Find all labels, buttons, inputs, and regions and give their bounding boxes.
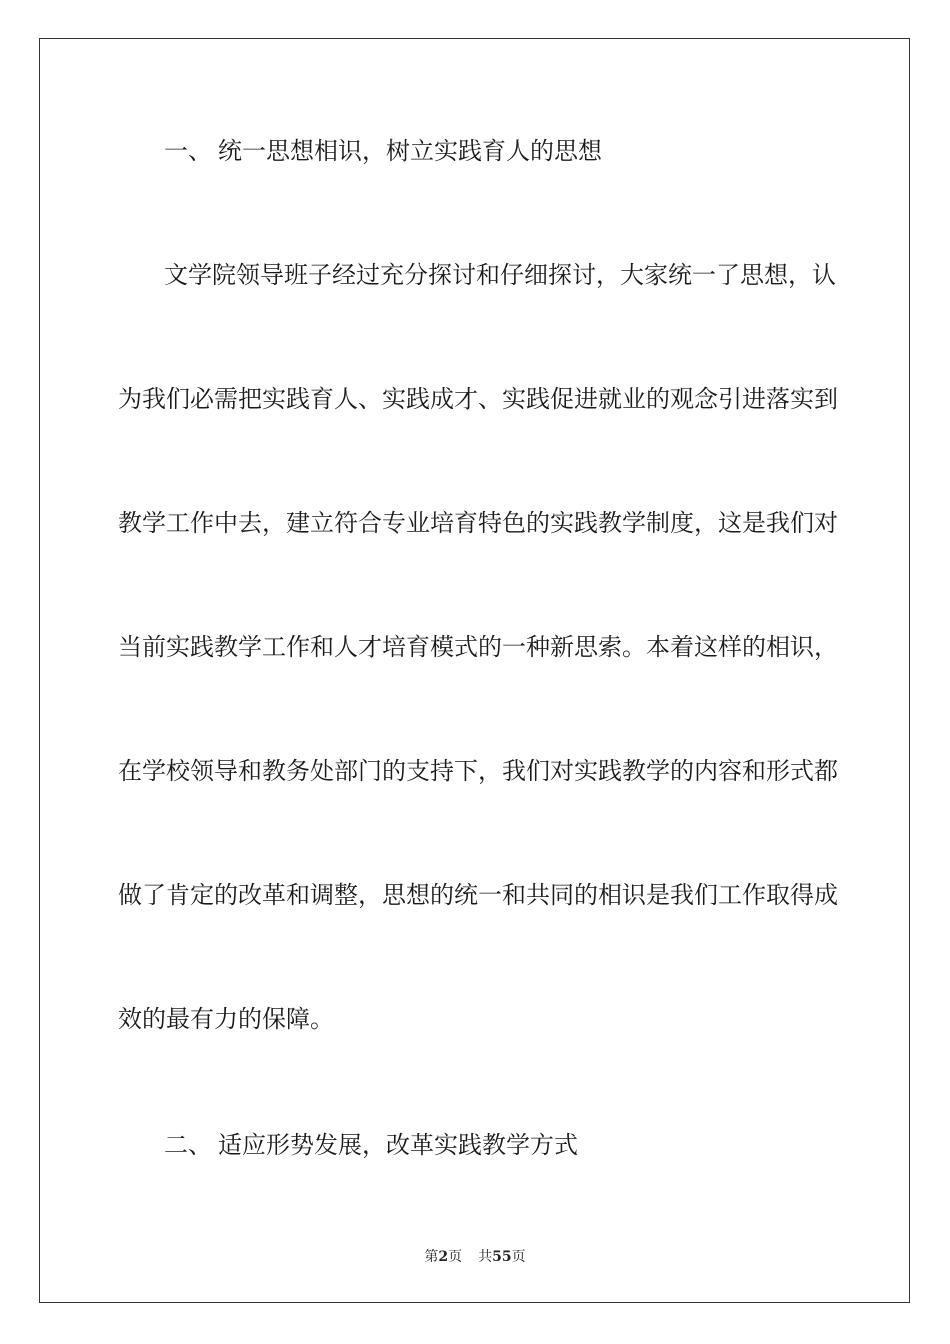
paragraph-line-7: 效的最有力的保障。 [118, 1005, 334, 1033]
section-heading-1-number: 一、 [164, 137, 212, 165]
footer-total-suffix: 页 [511, 1249, 526, 1265]
footer-page-suffix: 页 [448, 1249, 463, 1265]
section-heading-2-text: 适应形势发展，改革实践教学方式 [218, 1131, 578, 1159]
footer-total-pages: 55 [492, 1249, 512, 1265]
section-heading-1-text: 统一思想相识，树立实践育人的思想 [218, 137, 602, 165]
section-heading-2 [164, 1130, 884, 1160]
page-footer [0, 1248, 950, 1266]
section-heading-1 [164, 136, 884, 166]
section-heading-2-number: 二、 [164, 1131, 212, 1159]
paragraph-line-5: 在学校领导和教务处部门的支持下，我们对实践教学的内容和形式都 [118, 757, 838, 785]
paragraph-line-6: 做了肯定的改革和调整，思想的统一和共同的相识是我们工作取得成 [118, 881, 838, 909]
paragraph-line-1: 文学院领导班子经过充分探讨和仔细探讨，大家统一了思想，认 [164, 261, 836, 289]
page-border [39, 38, 910, 1303]
paragraph-line-4: 当前实践教学工作和人才培育模式的一种新思索。本着这样的相识， [118, 633, 838, 661]
footer-page-number: 2 [438, 1249, 449, 1265]
paragraph-line-2: 为我们必需把实践育人、实践成才、实践促进就业的观念引进落实到 [118, 385, 838, 413]
footer-total-prefix: 共 [478, 1249, 493, 1265]
paragraph-line-3: 教学工作中去，建立符合专业培育特色的实践教学制度，这是我们对 [118, 509, 838, 537]
footer-page-prefix: 第 [424, 1249, 439, 1265]
